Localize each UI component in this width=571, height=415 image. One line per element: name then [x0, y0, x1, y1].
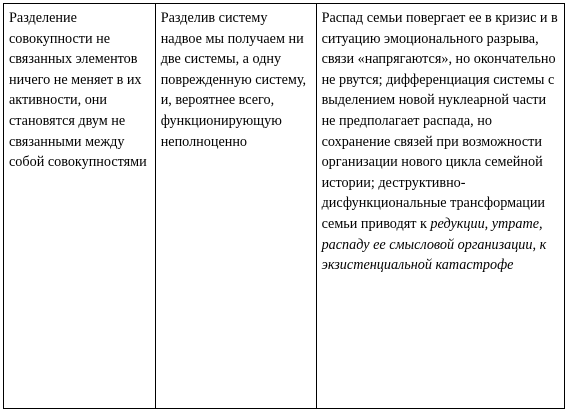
- table-cell-family-breakup: [316, 4, 564, 409]
- cell-text: Разделение совокупности не связанных элементов ничего не меняет в их активности, они становятся двум не связанными между собой совокупностями: [9, 10, 147, 171]
- cell-text-emphasis: редукции, утрате, распаду ее смысловой организации, к экзистенциальной катастрофе: [321, 215, 547, 274]
- cell-text: Распад семьи повергает ее в кризис и в ситуацию эмоционального разрыва, связи «напрягаются», но окончательно не рвутся; дифференциация системы с выделением новой нуклеарной части не предполагает распада, но сохранение связей при возможности организации нового цикла семейной истории; деструктивно-дисфункциональные трансформации семьи приводят к: [321, 10, 558, 232]
- table-cell-unrelated-elements: [4, 4, 156, 409]
- table-cell-divided-system: [155, 4, 316, 409]
- table-row: [4, 4, 565, 409]
- comparison-table: [3, 3, 565, 409]
- cell-text: Разделив систему надвое мы получаем ни две системы, а одну поврежденную систему, и, вероятнее всего, функционирующую неполноценно: [160, 10, 307, 150]
